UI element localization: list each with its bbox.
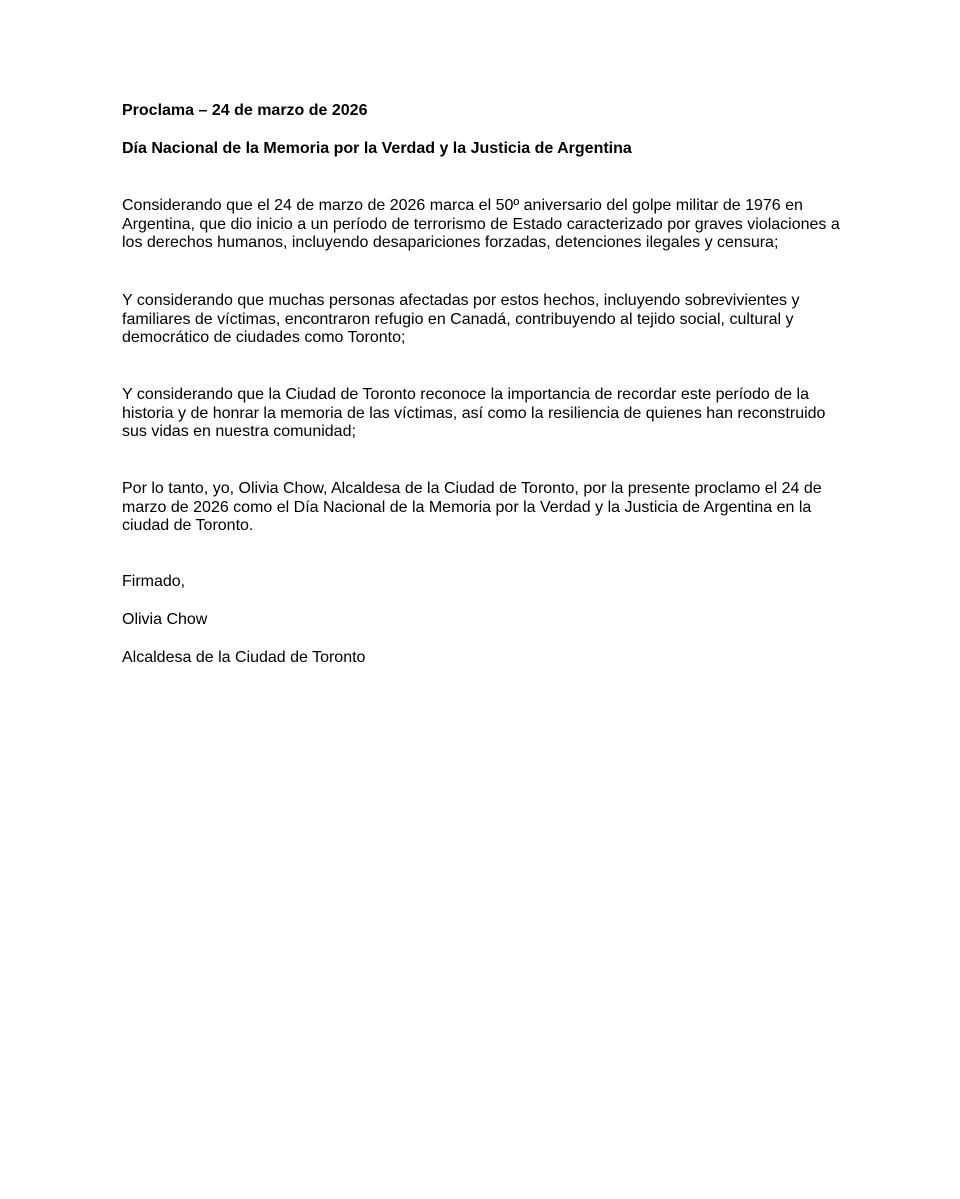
proclamation-paragraph: Por lo tanto, yo, Olivia Chow, Alcaldesa de la Ciudad de Toronto, por la presente proclamo el 24 de marzo de 2026 como el Día Nacional de la Memoria por la Verdad y la Justicia de Argentina en la ciudad de Toronto. xyxy=(122,480,822,534)
whereas-paragraph-2: Y considerando que muchas personas afectadas por estos hechos, incluyendo sobrevivientes y familiares de víctimas, encontraron refugio en Canadá, contribuyendo al tejido social, cultural y democrático de ciudades como Toronto; xyxy=(122,292,800,346)
signer-name: Olivia Chow xyxy=(122,611,208,628)
proclamation-subtitle: Día Nacional de la Memoria por la Verdad y la Justicia de Argentina xyxy=(122,140,632,157)
signer-title: Alcaldesa de la Ciudad de Toronto xyxy=(122,649,366,666)
whereas-paragraph-3: Y considerando que la Ciudad de Toronto reconoce la importancia de recordar este período de la historia y de honrar la memoria de las víctimas, así como la resiliencia de quienes han reconstruido sus vidas en nuestra comunidad; xyxy=(122,386,826,440)
signed-label: Firmado, xyxy=(122,573,186,590)
proclamation-title: Proclama – 24 de marzo de 2026 xyxy=(122,102,368,119)
whereas-paragraph-1: Considerando que el 24 de marzo de 2026 marca el 50º aniversario del golpe militar de 1976 en Argentina, que dio inicio a un período de terrorismo de Estado caracterizado por graves violaciones a los derechos humanos, incluyendo desapariciones forzadas, detenciones ilegales y censura; xyxy=(122,197,840,251)
